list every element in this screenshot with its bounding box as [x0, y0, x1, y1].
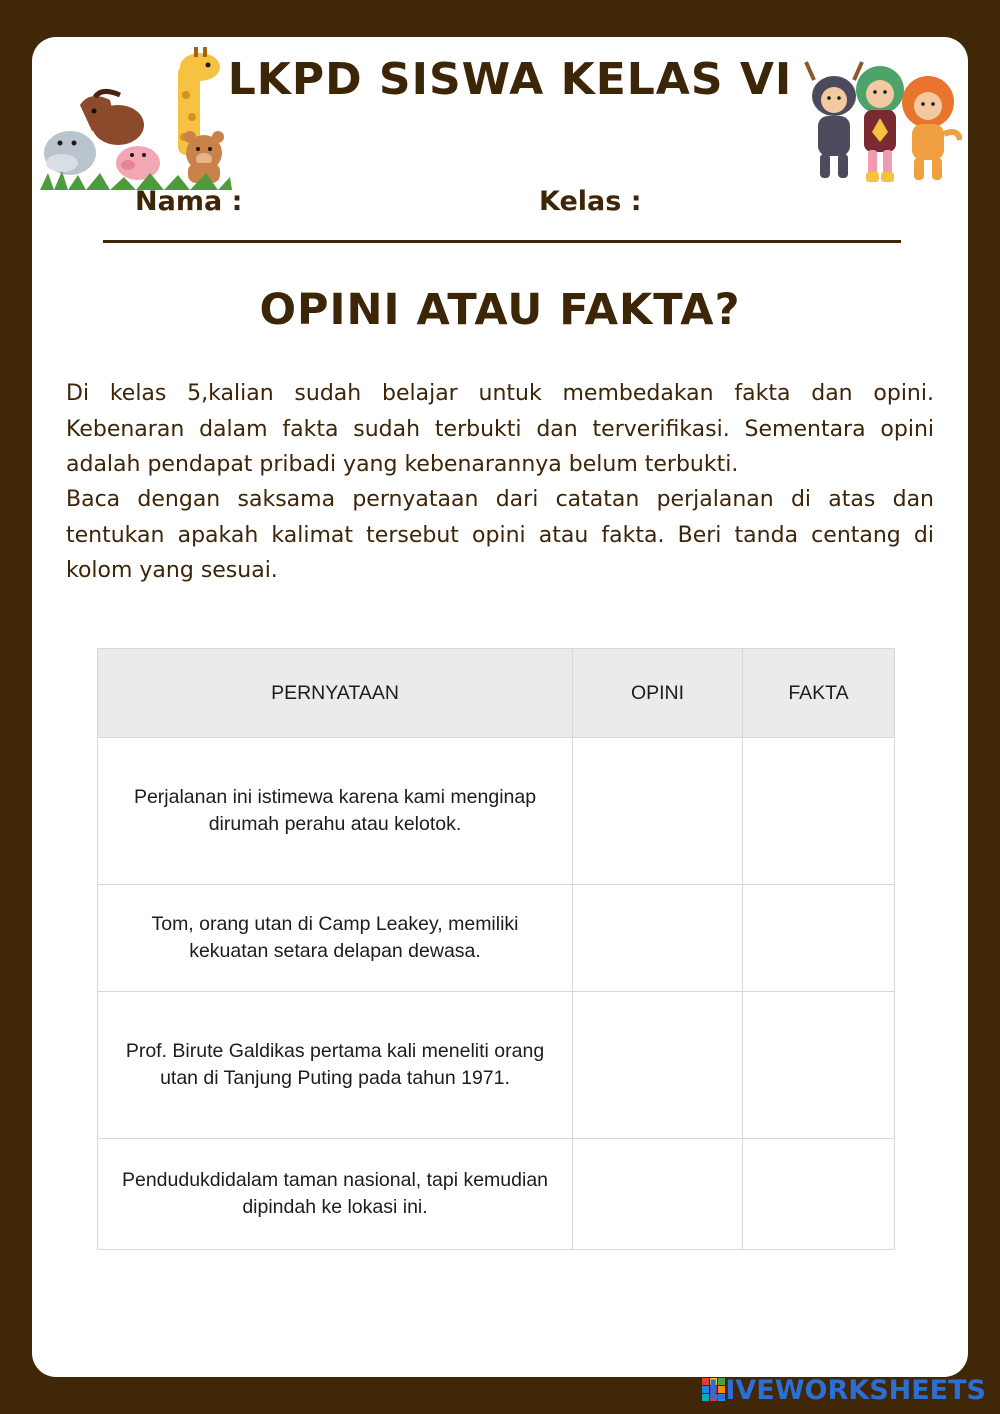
intro-paragraph-1: Di kelas 5,kalian sudah belajar untuk membedakan fakta dan opini. Kebenaran dalam fakta sudah terbukti dan terverifikasi. Sementara opini adalah pendapat pribadi yang kebenarannya belum terbukti.: [66, 381, 934, 477]
header-divider: [103, 240, 901, 243]
opinion-checkbox-cell[interactable]: [573, 885, 743, 992]
statement-table: [97, 648, 895, 1250]
statement-cell: Perjalanan ini istimewa karena kami menginap dirumah perahu atau kelotok.: [98, 738, 573, 885]
statement-cell: Tom, orang utan di Camp Leakey, memiliki kekuatan setara delapan dewasa.: [98, 885, 573, 992]
table-row: [98, 738, 895, 885]
kids-illustration: [800, 58, 962, 190]
fact-checkbox-cell[interactable]: [743, 992, 895, 1139]
name-label: Nama :: [135, 186, 243, 217]
header-fact: FAKTA: [743, 649, 895, 738]
table-row: [98, 1139, 895, 1250]
statement-cell: Pendudukdidalam taman nasional, tapi kemudian dipindah ke lokasi ini.: [98, 1139, 573, 1250]
header-opinion: OPINI: [573, 649, 743, 738]
opinion-checkbox-cell[interactable]: [573, 1139, 743, 1250]
fact-checkbox-cell[interactable]: [743, 885, 895, 992]
table-header-row: [98, 649, 895, 738]
opinion-checkbox-cell[interactable]: [573, 738, 743, 885]
intro-paragraph-2: Baca dengan saksama pernyataan dari catatan perjalanan di atas dan tentukan apakah kalimat tersebut opini atau fakta. Beri tanda centang di kolom yang sesuai.: [66, 487, 934, 583]
fact-checkbox-cell[interactable]: [743, 1139, 895, 1250]
worksheet-title: LKPD SISWA KELAS VI: [227, 54, 793, 105]
class-label: Kelas :: [539, 186, 642, 217]
table-row: [98, 885, 895, 992]
table-row: [98, 992, 895, 1139]
liveworksheets-watermark: LIVEWORKSHEETS: [708, 1375, 986, 1406]
fact-checkbox-cell[interactable]: [743, 738, 895, 885]
opinion-checkbox-cell[interactable]: [573, 992, 743, 1139]
section-title: OPINI ATAU FAKTA?: [259, 285, 741, 335]
statement-cell: Prof. Birute Galdikas pertama kali meneliti orang utan di Tanjung Puting pada tahun 1971.: [98, 992, 573, 1139]
header-statement: PERNYATAAN: [98, 649, 573, 738]
